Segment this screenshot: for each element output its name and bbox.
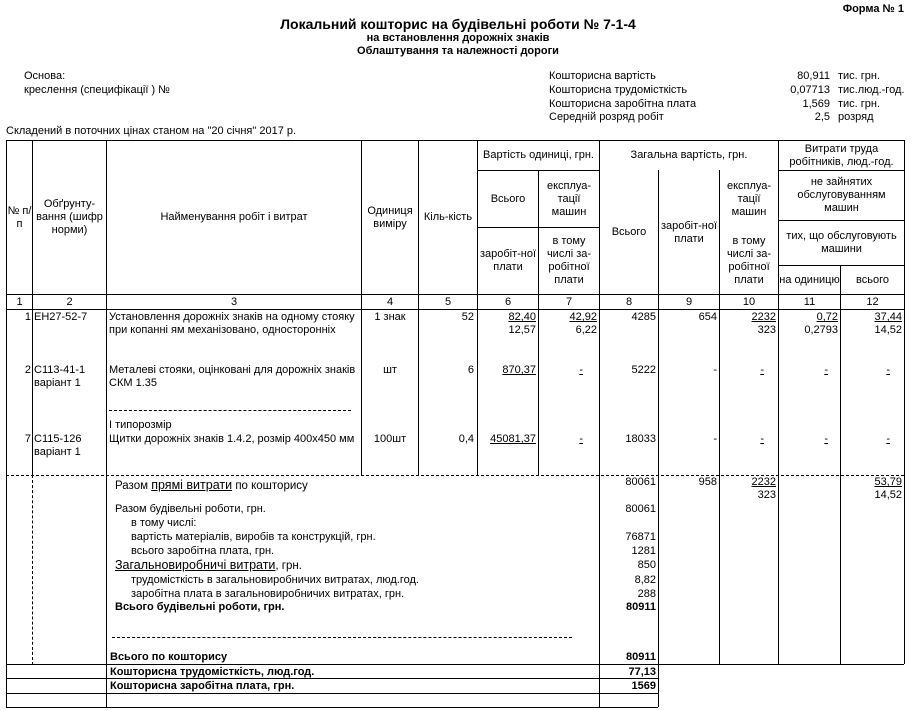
summary-value: 80,911 [797, 70, 830, 82]
header-labor-per-unit: на одиницю [779, 273, 840, 286]
col-number: 12 [866, 295, 879, 308]
header-total-incl-wages: в тому числі за-робітної плати [726, 235, 772, 286]
col-number: 4 [386, 295, 394, 308]
col-number: 1 [16, 295, 23, 308]
row-num: 2 [24, 364, 31, 376]
row-c9: - [713, 364, 717, 376]
header-name: Найменування робіт і витрат [160, 211, 308, 223]
build-label: Разом будівельні роботи, грн. [115, 503, 266, 515]
document-section: Облаштування та належності дороги [357, 45, 559, 57]
direct-labor: 53,79 [874, 476, 902, 488]
oh-labor-label: трудомісткість в загальновиробничих витратах, люд.год. [131, 574, 419, 586]
row-c10: 2232 [751, 311, 776, 323]
header-labor: Витрати труда робітників, люд.-год. [789, 142, 894, 168]
row-unit: 1 знак [374, 311, 406, 323]
row-c8: 18033 [625, 433, 656, 445]
summary-value: 1,569 [802, 98, 830, 110]
header-unit-cost: Вартість одиниці, грн. [483, 149, 594, 161]
direct-wages: 958 [698, 476, 717, 488]
row-c11: 0,72 [816, 311, 838, 323]
header-unit-wages: заробіт-ної плати [479, 248, 537, 273]
all-build-label: Всього будівельні роботи, грн. [115, 601, 285, 613]
col-number: 11 [803, 295, 816, 308]
grand-total-value: 80911 [626, 651, 656, 663]
summary-value: 2,5 [814, 111, 830, 123]
header-unit-total: Всього [490, 192, 526, 205]
drawing-spec-label: креслення (специфікації ) № [24, 84, 170, 96]
build-value: 80061 [625, 503, 656, 515]
header-total-all: Всього [611, 226, 647, 238]
header-unit-incl-wages: в тому числі за-робітної плати [546, 235, 592, 286]
wages-total-value: 1569 [631, 680, 656, 692]
basis-label: Основа: [24, 70, 66, 82]
row-c11: - [824, 364, 828, 376]
header-total-machine: експлуа-тації машин [726, 179, 772, 218]
wages-label: всього заробітна плата, грн. [131, 545, 275, 557]
header-unit-machine: експлуа-тації машин [546, 179, 592, 218]
row-c6: 82,40 [508, 311, 536, 323]
summary-label: Кошторисна вартість [549, 70, 656, 82]
row-c6: 870,37 [502, 364, 536, 376]
row-name: Металеві стояки, оцінковані для дорожніх знаків СКМ 1.35 [109, 364, 356, 389]
header-unit: Одиниця виміру [367, 204, 413, 230]
summary-label: Середній розряд робіт [549, 111, 664, 123]
row-unit: шт [383, 364, 397, 376]
row-c10b: 323 [757, 324, 776, 336]
row-c12: - [886, 364, 890, 376]
direct-total: 80061 [625, 476, 656, 488]
row-unit: 100шт [373, 433, 407, 445]
header-labor-serving: тих, що обслуговують машини [786, 230, 897, 255]
direct-costs-label: Разом прямі витрати по кошторису [115, 478, 308, 492]
row-code: ЕН27-52-7 [34, 311, 88, 323]
row-code-variant: варіант 1 [34, 377, 81, 389]
labor-total-label: Кошторисна трудомісткість, люд.год. [110, 666, 315, 678]
including-label: в тому числі: [131, 517, 197, 529]
direct-machine: 2232 [751, 476, 776, 488]
row-c8: 5222 [631, 364, 656, 376]
summary-unit: тис. грн. [838, 70, 881, 82]
compiled-note: Складений в поточних цінах станом на "20 січня" 2017 р. [6, 125, 297, 137]
row-c9: - [713, 433, 717, 445]
wages-total-label: Кошторисна заробітна плата, грн. [110, 680, 295, 692]
row-c6b: 12,57 [508, 324, 536, 336]
row-c10: - [760, 364, 764, 376]
oh-labor-value: 8,82 [634, 574, 656, 586]
overhead-value: 850 [637, 559, 656, 571]
row-c12b: 14,52 [874, 324, 902, 336]
row-num: 7 [24, 433, 31, 445]
row-code-variant: варіант 1 [34, 446, 81, 458]
oh-wages-value: 288 [637, 588, 656, 600]
summary-label: Кошторисна трудомісткість [549, 84, 688, 96]
row-c6: 45081,37 [490, 433, 536, 445]
grand-total-label: Всього по кошторису [110, 651, 228, 663]
materials-label: вартість матеріалів, виробів та конструкцій, грн. [131, 531, 376, 543]
row-c7b: 6,22 [575, 324, 597, 336]
summary-unit: розряд [838, 111, 874, 123]
col-number: 10 [742, 295, 756, 308]
row-c12: - [886, 433, 890, 445]
summary-label: Кошторисна заробітна плата [549, 98, 697, 110]
row-qty: 6 [467, 364, 474, 376]
row-name-pre: І типорозмір [109, 419, 172, 431]
overhead-label: Загальновиробничі витрати, грн. [115, 558, 302, 572]
row-c12: 37,44 [874, 311, 902, 323]
col-number: 7 [565, 295, 573, 308]
header-total-wages: заробіт-ної плати [660, 219, 718, 245]
all-build-value: 80911 [626, 601, 656, 613]
wages-value: 1281 [631, 545, 656, 557]
col-number: 8 [625, 295, 633, 308]
row-num: 1 [24, 311, 31, 323]
header-labor-total: всього [856, 273, 889, 286]
row-c7: 42,92 [569, 311, 597, 323]
row-c8: 4285 [631, 311, 656, 323]
form-label: Форма № 1 [842, 3, 904, 15]
direct-machine-wages: 323 [757, 489, 776, 501]
row-c9: 654 [698, 311, 717, 323]
document-subtitle: на встановлення дорожніх знаків [366, 32, 550, 44]
header-qty: Кіль-кість [423, 211, 473, 223]
col-number: 6 [504, 295, 512, 308]
row-name: Щитки дорожніх знаків 1.4.2, розмір 400х450 мм [109, 433, 355, 445]
row-c11b: 0,2793 [804, 324, 838, 336]
header-num: № п/п [7, 204, 32, 230]
materials-value: 76871 [625, 531, 656, 543]
row-qty: 0,4 [458, 433, 474, 445]
header-code: Обґрунту-вання (шифр норми) [36, 198, 103, 236]
row-qty: 52 [461, 311, 474, 323]
oh-wages-label: заробітна плата в загальновиробничих витратах, грн. [131, 588, 405, 600]
col-number: 2 [66, 295, 73, 308]
row-name: Установлення дорожніх знаків на одному стояку при копанні ям механізовано, односторонніх [109, 311, 355, 336]
col-number: 9 [685, 295, 693, 308]
header-labor-not-serving: не зайнятих обслуговуванням машин [797, 176, 886, 214]
header-total-cost: Загальна вартість, грн. [630, 149, 748, 161]
labor-total-value: 77,13 [628, 666, 656, 678]
row-code: С113-41-1 [34, 364, 86, 376]
col-number: 5 [444, 295, 452, 308]
document-title: Локальний кошторис на будівельні роботи № 7-1-4 [280, 16, 636, 32]
summary-unit: тис.люд.-год. [838, 84, 905, 96]
col-number: 3 [230, 295, 238, 308]
row-c7: - [579, 364, 583, 376]
row-c11: - [824, 433, 828, 445]
direct-labor-serving: 14,52 [874, 489, 902, 501]
summary-unit: тис. грн. [838, 98, 881, 110]
row-code: С115-126 [34, 433, 82, 445]
row-c7: - [579, 433, 583, 445]
row-c10: - [760, 433, 764, 445]
summary-value: 0,07713 [790, 84, 830, 96]
